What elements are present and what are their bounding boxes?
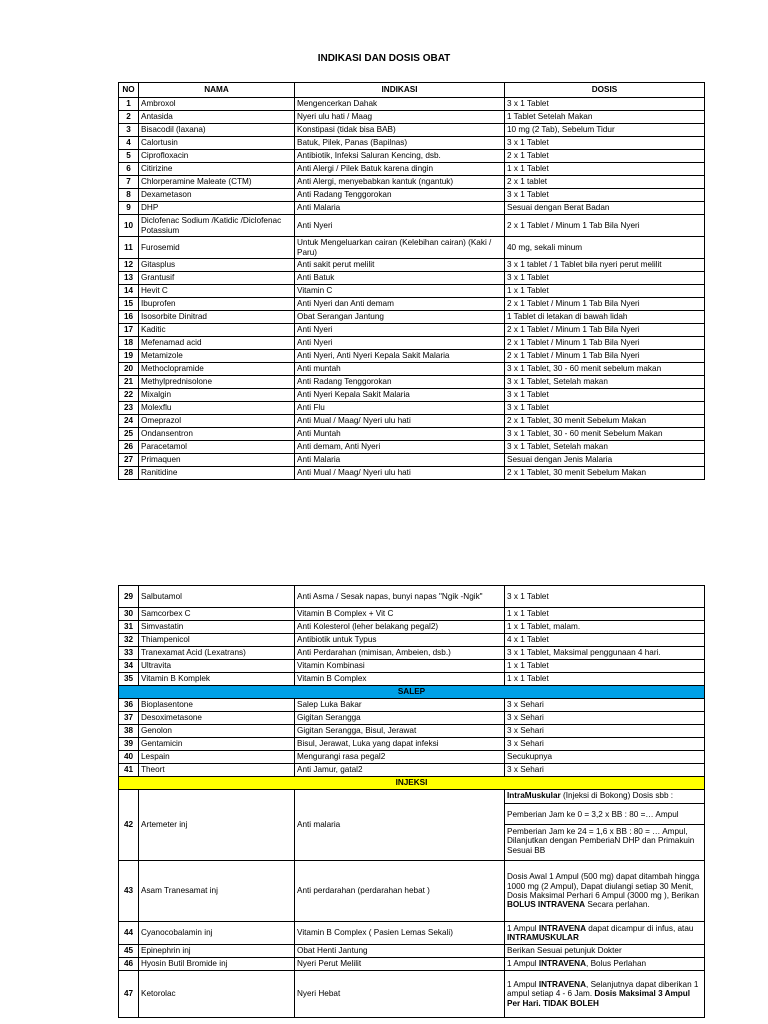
cell-nama: Paracetamol bbox=[139, 441, 295, 454]
dosis-text: 1 Ampul bbox=[507, 979, 539, 989]
cell-indikasi: Konstipasi (tidak bisa BAB) bbox=[295, 124, 505, 137]
table-row bbox=[119, 189, 705, 202]
cell-nama: Methylprednisolone bbox=[139, 376, 295, 389]
cell-no: 33 bbox=[119, 647, 139, 660]
cell-nama: Bioplasentone bbox=[139, 699, 295, 712]
cell-indikasi: Anti muntah bbox=[295, 363, 505, 376]
table-row bbox=[119, 215, 705, 237]
cell-dosis: 10 mg (2 Tab), Sebelum Tidur bbox=[505, 124, 705, 137]
table-row bbox=[119, 237, 705, 259]
cell-dosis: 1 Tablet di letakan di bawah lidah bbox=[505, 311, 705, 324]
cell-no: 15 bbox=[119, 298, 139, 311]
cell-nama: Cyanocobalamin inj bbox=[139, 922, 295, 945]
table-row bbox=[119, 337, 705, 350]
header-dosis: DOSIS bbox=[505, 83, 705, 98]
cell-nama: Hevit C bbox=[139, 285, 295, 298]
table-row bbox=[119, 673, 705, 686]
cell-no: 11 bbox=[119, 237, 139, 259]
table-row bbox=[119, 376, 705, 389]
table-row bbox=[119, 124, 705, 137]
cell-dosis: 1 x 1 Tablet bbox=[505, 673, 705, 686]
cell-indikasi: Untuk Mengeluarkan cairan (Kelebihan cairan) (Kaki / Paru) bbox=[295, 237, 505, 259]
cell-no: 17 bbox=[119, 324, 139, 337]
cell-dosis: 1 x 1 Tablet bbox=[505, 163, 705, 176]
cell-indikasi: Anti Mual / Maag/ Nyeri ulu hati bbox=[295, 415, 505, 428]
drug-table-page-1 bbox=[118, 82, 705, 480]
dosis-bold: INTRAVENA bbox=[538, 923, 587, 933]
dosis-text: Secara perlahan. bbox=[585, 900, 650, 910]
dosis-text: , Bolus Perlahan bbox=[586, 959, 647, 969]
cell-no: 43 bbox=[119, 861, 139, 922]
cell-no: 25 bbox=[119, 428, 139, 441]
cell-dosis: 3 x 1 Tablet, Maksimal penggunaan 4 hari. bbox=[505, 647, 705, 660]
dosis-text: 1 Ampul bbox=[507, 959, 539, 969]
dosis-text: (Injeksi di Bokong) Dosis sbb : bbox=[560, 791, 674, 800]
cell-indikasi: Anti Nyeri bbox=[295, 337, 505, 350]
cell-no: 31 bbox=[119, 621, 139, 634]
table-row bbox=[119, 861, 705, 922]
cell-no: 9 bbox=[119, 202, 139, 215]
table-row bbox=[119, 285, 705, 298]
cell-nama: Primaquen bbox=[139, 454, 295, 467]
cell-indikasi: Anti Nyeri dan Anti demam bbox=[295, 298, 505, 311]
cell-nama: Metamizole bbox=[139, 350, 295, 363]
cell-no: 45 bbox=[119, 945, 139, 958]
cell-no: 20 bbox=[119, 363, 139, 376]
cell-nama: Omeprazol bbox=[139, 415, 295, 428]
dosis-bold: INTRAVENA bbox=[538, 959, 587, 969]
cell-no: 30 bbox=[119, 608, 139, 621]
cell-nama: Isosorbite Dinitrad bbox=[139, 311, 295, 324]
table-row bbox=[119, 467, 705, 480]
cell-no: 44 bbox=[119, 922, 139, 945]
cell-nama: Ondansentron bbox=[139, 428, 295, 441]
cell-dosis: 1 Tablet Setelah Makan bbox=[505, 111, 705, 124]
table-row bbox=[119, 259, 705, 272]
table-row bbox=[119, 945, 705, 958]
cell-no: 38 bbox=[119, 725, 139, 738]
dosis-bold: INTRAVENA bbox=[538, 979, 587, 989]
cell-no: 47 bbox=[119, 971, 139, 1018]
cell-nama: Calortusin bbox=[139, 137, 295, 150]
table-row bbox=[119, 971, 705, 1018]
dosis-bold: BOLUS INTRAVENA bbox=[507, 900, 586, 910]
cell-no: 42 bbox=[119, 790, 139, 861]
cell-no: 19 bbox=[119, 350, 139, 363]
cell-dosis: 2 x 1 Tablet / Minum 1 Tab Bila Nyeri bbox=[505, 298, 705, 311]
cell-dosis: 3 x Sehari bbox=[505, 699, 705, 712]
table-row bbox=[119, 311, 705, 324]
dosis-text: dapat dicampur di infus, atau bbox=[586, 923, 694, 933]
cell-dosis: 2 x 1 Tablet / Minum 1 Tab Bila Nyeri bbox=[505, 350, 705, 363]
table-row bbox=[119, 324, 705, 337]
cell-indikasi: Anti Perdarahan (mimisan, Ambeien, dsb.) bbox=[295, 647, 505, 660]
cell-no: 46 bbox=[119, 958, 139, 971]
cell-indikasi: Anti Nyeri Kepala Sakit Malaria bbox=[295, 389, 505, 402]
table-row bbox=[119, 621, 705, 634]
table-row bbox=[119, 363, 705, 376]
table-row bbox=[119, 647, 705, 660]
cell-dosis: 3 x 1 Tablet bbox=[505, 402, 705, 415]
cell-dosis: 2 x 1 tablet bbox=[505, 176, 705, 189]
dosis-paragraph: Pemberian Jam ke 24 = 1,6 x BB : 80 = … Ampul, Dilanjutkan dengan PemberiaN DHP dan Primakuin Sesuai BB bbox=[507, 826, 695, 855]
cell-dosis: 2 x 1 Tablet / Minum 1 Tab Bila Nyeri bbox=[505, 324, 705, 337]
table-body-page-1 bbox=[119, 98, 705, 480]
cell-dosis bbox=[505, 861, 705, 922]
cell-dosis: 1 x 1 Tablet bbox=[505, 608, 705, 621]
cell-no: 22 bbox=[119, 389, 139, 402]
cell-dosis: 3 x 1 Tablet bbox=[505, 189, 705, 202]
cell-nama: Antasida bbox=[139, 111, 295, 124]
cell-nama: Samcorbex C bbox=[139, 608, 295, 621]
cell-nama: Methoclopramide bbox=[139, 363, 295, 376]
cell-no: 18 bbox=[119, 337, 139, 350]
cell-no: 14 bbox=[119, 285, 139, 298]
cell-indikasi: Anti Mual / Maag/ Nyeri ulu hati bbox=[295, 467, 505, 480]
section-header-salep bbox=[119, 686, 705, 699]
cell-no: 6 bbox=[119, 163, 139, 176]
table-row bbox=[119, 751, 705, 764]
dosis-paragraph bbox=[505, 790, 704, 804]
cell-no: 12 bbox=[119, 259, 139, 272]
table-row bbox=[119, 176, 705, 189]
page-title: INDIKASI DAN DOSIS OBAT bbox=[317, 53, 451, 64]
table-row bbox=[119, 350, 705, 363]
cell-dosis: 3 x 1 Tablet, Setelah makan bbox=[505, 441, 705, 454]
cell-indikasi: Mengencerkan Dahak bbox=[295, 98, 505, 111]
cell-indikasi: Anti Muntah bbox=[295, 428, 505, 441]
table-row bbox=[119, 660, 705, 673]
cell-dosis: 4 x 1 Tablet bbox=[505, 634, 705, 647]
cell-indikasi: Anti Flu bbox=[295, 402, 505, 415]
cell-nama: Tranexamat Acid (Lexatrans) bbox=[139, 647, 295, 660]
cell-no: 37 bbox=[119, 712, 139, 725]
cell-indikasi: Anti demam, Anti Nyeri bbox=[295, 441, 505, 454]
cell-nama: Kaditic bbox=[139, 324, 295, 337]
cell-no: 39 bbox=[119, 738, 139, 751]
cell-dosis: 3 x 1 Tablet bbox=[505, 586, 705, 608]
cell-no: 23 bbox=[119, 402, 139, 415]
cell-indikasi: Anti Alergi / Pilek Batuk karena dingin bbox=[295, 163, 505, 176]
cell-dosis: 3 x 1 Tablet, Setelah makan bbox=[505, 376, 705, 389]
cell-dosis: 1 x 1 Tablet bbox=[505, 285, 705, 298]
cell-indikasi: Vitamin Kombinasi bbox=[295, 660, 505, 673]
table-row bbox=[119, 764, 705, 777]
cell-nama: Hyosin Butil Bromide inj bbox=[139, 958, 295, 971]
table-header bbox=[119, 83, 705, 98]
cell-dosis: 3 x 1 Tablet bbox=[505, 98, 705, 111]
cell-nama: Grantusif bbox=[139, 272, 295, 285]
cell-no: 26 bbox=[119, 441, 139, 454]
table-row bbox=[119, 111, 705, 124]
cell-nama: Ibuprofen bbox=[139, 298, 295, 311]
table-row bbox=[119, 150, 705, 163]
dosis-text: , Selanjutnya dapat diberikan 1 ampul setiap 4 - 6 Jam. bbox=[507, 979, 699, 999]
cell-nama: Ambroxol bbox=[139, 98, 295, 111]
cell-nama: Ranitidine bbox=[139, 467, 295, 480]
cell-indikasi: Nyeri Hebat bbox=[295, 971, 505, 1018]
cell-indikasi: Obat Serangan Jantung bbox=[295, 311, 505, 324]
cell-dosis: 2 x 1 Tablet / Minum 1 Tab Bila Nyeri bbox=[505, 337, 705, 350]
cell-no: 34 bbox=[119, 660, 139, 673]
cell-nama: Simvastatin bbox=[139, 621, 295, 634]
dosis-bold: Dosis Maksimal 3 Ampul Per Hari. TIDAK BOLEH bbox=[507, 989, 691, 1008]
table-row bbox=[119, 586, 705, 608]
cell-indikasi: Anti Radang Tenggorokan bbox=[295, 189, 505, 202]
cell-dosis bbox=[505, 958, 705, 971]
cell-dosis: 40 mg, sekali minum bbox=[505, 237, 705, 259]
cell-dosis: Sesuai dengan Jenis Malaria bbox=[505, 454, 705, 467]
table-row bbox=[119, 712, 705, 725]
cell-dosis: 2 x 1 Tablet / Minum 1 Tab Bila Nyeri bbox=[505, 215, 705, 237]
cell-dosis bbox=[505, 922, 705, 945]
cell-no: 1 bbox=[119, 98, 139, 111]
dosis-text: 1 Ampul bbox=[507, 923, 539, 933]
cell-nama: Bisacodil (laxana) bbox=[139, 124, 295, 137]
cell-dosis: 2 x 1 Tablet, 30 menit Sebelum Makan bbox=[505, 467, 705, 480]
table-row bbox=[119, 699, 705, 712]
cell-indikasi: Gigitan Serangga, Bisul, Jerawat bbox=[295, 725, 505, 738]
table-row bbox=[119, 634, 705, 647]
cell-no: 35 bbox=[119, 673, 139, 686]
cell-indikasi: Bisul, Jerawat, Luka yang dapat infeksi bbox=[295, 738, 505, 751]
section-injeksi-label: INJEKSI bbox=[119, 777, 705, 790]
cell-dosis bbox=[505, 790, 705, 861]
table-row bbox=[119, 608, 705, 621]
cell-dosis: 3 x 1 Tablet, 30 - 60 menit Sebelum Makan bbox=[505, 428, 705, 441]
cell-dosis: 2 x 1 Tablet, 30 menit Sebelum Makan bbox=[505, 415, 705, 428]
table-row bbox=[119, 389, 705, 402]
cell-nama: Vitamin B Komplek bbox=[139, 673, 295, 686]
cell-indikasi: Anti Jamur, gatal2 bbox=[295, 764, 505, 777]
cell-indikasi: Obat Henti Jantung bbox=[295, 945, 505, 958]
cell-no: 10 bbox=[119, 215, 139, 237]
table-row bbox=[119, 725, 705, 738]
table-row bbox=[119, 402, 705, 415]
cell-dosis: 3 x Sehari bbox=[505, 764, 705, 777]
cell-nama: Ketorolac bbox=[139, 971, 295, 1018]
cell-indikasi: Batuk, Pilek, Panas (Bapilnas) bbox=[295, 137, 505, 150]
section-header-injeksi bbox=[119, 777, 705, 790]
cell-dosis: 3 x Sehari bbox=[505, 738, 705, 751]
cell-indikasi: Nyeri Perut Melilit bbox=[295, 958, 505, 971]
cell-dosis: 2 x 1 Tablet bbox=[505, 150, 705, 163]
cell-no: 4 bbox=[119, 137, 139, 150]
cell-nama: Genolon bbox=[139, 725, 295, 738]
cell-nama: Epinephrin inj bbox=[139, 945, 295, 958]
cell-nama: Molexflu bbox=[139, 402, 295, 415]
cell-nama: Ciprofloxacin bbox=[139, 150, 295, 163]
cell-nama: DHP bbox=[139, 202, 295, 215]
cell-dosis: 3 x 1 Tablet, 30 - 60 menit sebelum makan bbox=[505, 363, 705, 376]
cell-nama: Chlorperamine Maleate (CTM) bbox=[139, 176, 295, 189]
cell-nama: Ultravita bbox=[139, 660, 295, 673]
cell-indikasi: Anti Malaria bbox=[295, 454, 505, 467]
cell-nama: Citirizine bbox=[139, 163, 295, 176]
cell-nama: Asam Tranesamat inj bbox=[139, 861, 295, 922]
cell-indikasi: Mengurangi rasa pegal2 bbox=[295, 751, 505, 764]
table-row bbox=[119, 958, 705, 971]
table-row bbox=[119, 272, 705, 285]
cell-no: 3 bbox=[119, 124, 139, 137]
cell-dosis: 3 x 1 tablet / 1 Tablet bila nyeri perut melilit bbox=[505, 259, 705, 272]
drug-table-page-2 bbox=[118, 585, 705, 1018]
cell-nama: Desoximetasone bbox=[139, 712, 295, 725]
cell-indikasi: Vitamin B Complex + Vit C bbox=[295, 608, 505, 621]
table-row bbox=[119, 98, 705, 111]
cell-indikasi: Vitamin B Complex ( Pasien Lemas Sekali) bbox=[295, 922, 505, 945]
cell-dosis: 3 x Sehari bbox=[505, 725, 705, 738]
dosis-text: Dosis Awal 1 Ampul (500 mg) dapat ditambah hingga 1000 mg (2 Ampul), Dapat diulangi setiap 30 Menit, Dosis Maksimal Perhari 6 Ampul (3000 mg ), Berikan bbox=[507, 872, 700, 900]
cell-dosis: 3 x Sehari bbox=[505, 712, 705, 725]
section-salep-label: SALEP bbox=[119, 686, 705, 699]
cell-indikasi: Anti Nyeri bbox=[295, 215, 505, 237]
table-row bbox=[119, 202, 705, 215]
cell-no: 32 bbox=[119, 634, 139, 647]
cell-indikasi: Anti malaria bbox=[295, 790, 505, 861]
header-indikasi: INDIKASI bbox=[295, 83, 505, 98]
table-row bbox=[119, 454, 705, 467]
cell-indikasi: Anti Malaria bbox=[295, 202, 505, 215]
cell-no: 28 bbox=[119, 467, 139, 480]
cell-nama: Thiampenicol bbox=[139, 634, 295, 647]
cell-nama: Diclofenac Sodium /Katidic /Diclofenac Potassium bbox=[139, 215, 295, 237]
table-row bbox=[119, 298, 705, 311]
cell-no: 29 bbox=[119, 586, 139, 608]
cell-nama: Theort bbox=[139, 764, 295, 777]
cell-dosis bbox=[505, 971, 705, 1018]
cell-nama: Gitasplus bbox=[139, 259, 295, 272]
cell-no: 2 bbox=[119, 111, 139, 124]
cell-no: 24 bbox=[119, 415, 139, 428]
cell-no: 8 bbox=[119, 189, 139, 202]
cell-dosis: 1 x 1 Tablet bbox=[505, 660, 705, 673]
table-row bbox=[119, 922, 705, 945]
cell-indikasi: Antibiotik untuk Typus bbox=[295, 634, 505, 647]
dosis-bold: INTRAMUSKULAR bbox=[507, 933, 579, 942]
cell-nama: Lespain bbox=[139, 751, 295, 764]
cell-indikasi: Nyeri ulu hati / Maag bbox=[295, 111, 505, 124]
cell-indikasi: Anti Batuk bbox=[295, 272, 505, 285]
cell-no: 5 bbox=[119, 150, 139, 163]
cell-dosis: 3 x 1 Tablet bbox=[505, 272, 705, 285]
table-row bbox=[119, 428, 705, 441]
cell-indikasi: Vitamin C bbox=[295, 285, 505, 298]
cell-no: 21 bbox=[119, 376, 139, 389]
cell-indikasi: Anti Kolesterol (leher belakang pegal2) bbox=[295, 621, 505, 634]
cell-no: 16 bbox=[119, 311, 139, 324]
table-row bbox=[119, 415, 705, 428]
cell-nama: Dexametason bbox=[139, 189, 295, 202]
cell-dosis: 1 x 1 Tablet, malam. bbox=[505, 621, 705, 634]
cell-indikasi: Anti Nyeri bbox=[295, 324, 505, 337]
cell-indikasi: Antibiotik, Infeksi Saluran Kencing, dsb. bbox=[295, 150, 505, 163]
table-row bbox=[119, 441, 705, 454]
cell-nama: Furosemid bbox=[139, 237, 295, 259]
cell-dosis: 3 x 1 Tablet bbox=[505, 389, 705, 402]
cell-indikasi: Anti sakit perut melilit bbox=[295, 259, 505, 272]
cell-no: 40 bbox=[119, 751, 139, 764]
cell-indikasi: Anti Radang Tenggorokan bbox=[295, 376, 505, 389]
header-no: NO bbox=[119, 83, 139, 98]
header-nama: NAMA bbox=[139, 83, 295, 98]
cell-indikasi: Salep Luka Bakar bbox=[295, 699, 505, 712]
cell-no: 7 bbox=[119, 176, 139, 189]
cell-dosis: Berikan Sesuai petunjuk Dokter bbox=[505, 945, 705, 958]
table-row bbox=[119, 738, 705, 751]
cell-nama: Mixalgin bbox=[139, 389, 295, 402]
cell-nama: Salbutamol bbox=[139, 586, 295, 608]
cell-no: 13 bbox=[119, 272, 139, 285]
cell-no: 41 bbox=[119, 764, 139, 777]
cell-no: 36 bbox=[119, 699, 139, 712]
table-row bbox=[119, 790, 705, 861]
cell-dosis: Sesuai dengan Berat Badan bbox=[505, 202, 705, 215]
cell-dosis: Secukupnya bbox=[505, 751, 705, 764]
cell-dosis: 3 x 1 Tablet bbox=[505, 137, 705, 150]
cell-nama: Artemeter inj bbox=[139, 790, 295, 861]
cell-indikasi: Anti perdarahan (perdarahan hebat ) bbox=[295, 861, 505, 922]
table-body-page-2 bbox=[119, 586, 705, 1018]
cell-nama: Mefenamad acid bbox=[139, 337, 295, 350]
table-row bbox=[119, 137, 705, 150]
dosis-bold: IntraMuskular bbox=[507, 791, 561, 800]
cell-indikasi: Vitamin B Complex bbox=[295, 673, 505, 686]
cell-no: 27 bbox=[119, 454, 139, 467]
cell-indikasi: Anti Nyeri, Anti Nyeri Kepala Sakit Malaria bbox=[295, 350, 505, 363]
cell-indikasi: Gigitan Serangga bbox=[295, 712, 505, 725]
cell-indikasi: Anti Alergi, menyebabkan kantuk (ngantuk) bbox=[295, 176, 505, 189]
cell-nama: Gentamicin bbox=[139, 738, 295, 751]
dosis-paragraph: Pemberian Jam ke 0 = 3,2 x BB : 80 =… Ampul bbox=[505, 804, 704, 824]
table-row bbox=[119, 163, 705, 176]
cell-indikasi: Anti Asma / Sesak napas, bunyi napas "Ngik -Ngik" bbox=[295, 586, 505, 608]
